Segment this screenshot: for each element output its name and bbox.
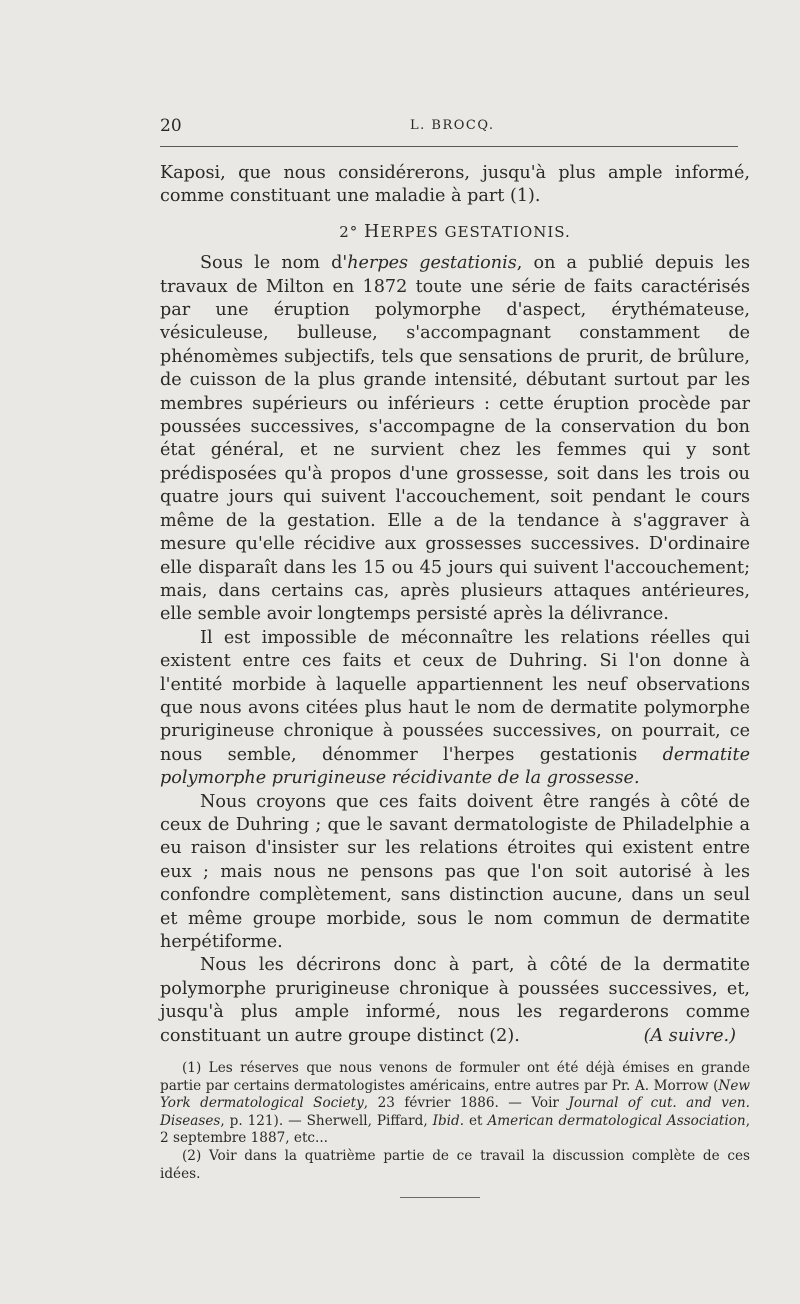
footnote-1-society: New York dermatological Society	[160, 1077, 750, 1112]
heading-initial: H	[364, 221, 381, 242]
body-text	[160, 162, 750, 1198]
paragraph-5	[160, 954, 750, 1048]
footnote-1-ibid: Ibid.	[432, 1112, 465, 1129]
to-be-continued: (A suivre.)	[643, 1025, 736, 1046]
running-head: L. BROCQ.	[410, 118, 495, 133]
paragraph-2-text: , on a publié depuis les travaux de Milton en 1872 toute une série de faits caractérisés par une éruption polymorphe d'aspect, érythémateuse, vésiculeuse, bulleuse, s'accompagnant constamment de phénomèmes subjectifs, tels que sensations de prurit, de brûlure, de cuisson de la plus grande intensité, débutant surtout par les membres supérieurs ou inférieurs : cette éruption procède par poussées successives, s'accompagne de la conservation du bon état général, et ne survient chez les femmes qui y sont prédisposées qu'à propos d'une grossesse, soit dans les trois ou quatre jours qui suivent l'accouchement, soit pendant le cours même de la gestation. Elle a de la tendance à s'aggraver à mesure qu'elle récidive aux grossesses successives. D'ordinaire elle disparaît dans les 15 ou 45 jours qui suivent l'accouchement; mais, dans certains cas, après plusieurs attaques antérieures, elle semble avoir longtemps persisté après la délivrance.	[160, 253, 751, 625]
end-rule	[400, 1197, 480, 1198]
footnotes	[160, 1060, 750, 1183]
footnote-1-text-3: , p. 121). — Sherwell, Piffard,	[220, 1112, 433, 1129]
footnote-1-text: (1) Les réserves que nous venons de formuler ont été déjà émises en grande partie par certains dermatologistes américains, entre autres par Pr. A. Morrow (	[160, 1060, 750, 1094]
page-number: 20	[160, 116, 182, 136]
paragraph-2	[160, 252, 750, 627]
paragraph-3-text: Il est impossible de méconnaître les relations réelles qui existent entre ces faits et ceux de Duhring. Si l'on donne à l'entité morbide à laquelle appartiennent les neuf observations que nous avons citées plus haut le nom de dermatite polymorphe prurigineuse chronique à poussées successives, on pourrait, ce nous semble, dénommer l'herpes gestationis	[160, 627, 750, 765]
heading-rest: ERPES GESTATIONIS.	[380, 222, 571, 241]
paragraph-3	[160, 627, 750, 791]
term-dermatite-recidivante: dermatite polymorphe prurigineuse récidivante de la grossesse.	[160, 744, 750, 789]
page-header	[160, 116, 740, 140]
heading-number: 2°	[339, 222, 364, 241]
paragraph-2-lead: Sous le nom d'	[200, 253, 348, 274]
footnote-2: (2) Voir dans la quatrième partie de ce travail la discussion complète de ces idées.	[160, 1148, 750, 1182]
paragraph-4: Nous croyons que ces faits doivent être rangés à côté de ceux de Duhring ; que le savant dermatologiste de Philadelphie a eu raison d'insister sur les relations étroites qui existent entre eux ; mais nous ne pensons pas que l'on soit autorisé à les confondre complètement, sans distinction aucune, dans un seul et même groupe morbide, sous le nom commun de dermatite herpétiforme.	[160, 791, 750, 952]
footnote-1-text-4: et	[464, 1112, 488, 1129]
footnote-1	[160, 1060, 750, 1148]
footnote-1-association: American dermatological Association	[487, 1112, 746, 1129]
footnote-1-journal: Journal of cut. and ven. Diseases	[160, 1095, 750, 1129]
term-herpes-gestationis: herpes gestationis	[347, 253, 517, 274]
header-rule	[160, 146, 738, 147]
footnote-1-text-5: , 2 septembre 1887, etc...	[160, 1112, 751, 1147]
section-heading	[160, 209, 750, 252]
footnote-1-text-2: , 23 février 1886. — Voir	[363, 1095, 569, 1112]
paragraph-5-text: Nous les décrirons donc à part, à côté de la dermatite polymorphe prurigineuse chronique à poussées successives, et, jusqu'à plus ample informé, nous les regarderons comme constituant un autre groupe distinct (2).	[160, 955, 750, 1046]
paragraph-1: Kaposi, que nous considérerons, jusqu'à plus ample informé, comme constituant une maladie à part (1).	[160, 163, 750, 207]
